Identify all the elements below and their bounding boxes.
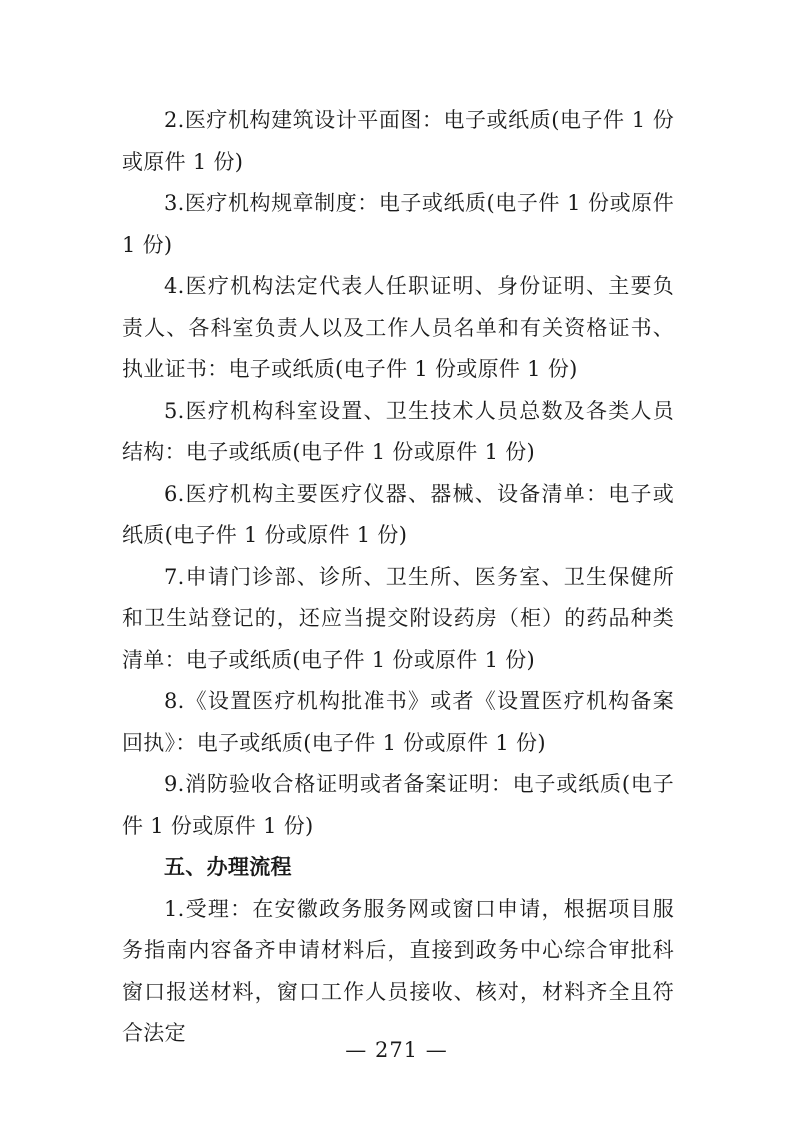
paragraph-item-6: 6.医疗机构主要医疗仪器、器械、设备清单：电子或纸质(电子件 1 份或原件 1 份)	[122, 481, 674, 547]
document-body	[122, 100, 674, 1055]
paragraph-item-3: 3.医疗机构规章制度：电子或纸质(电子件 1 份或原件 1 份)	[122, 191, 674, 257]
paragraph-item-9: 9.消防验收合格证明或者备案证明：电子或纸质(电子件 1 份或原件 1 份)	[122, 772, 674, 838]
paragraph-item-7: 7.申请门诊部、诊所、卫生所、医务室、卫生保健所和卫生站登记的，还应当提交附设药房（柜）的药品种类清单：电子或纸质(电子件 1 份或原件 1 份)	[122, 564, 674, 672]
paragraph-item-2: 2.医疗机构建筑设计平面图：电子或纸质(电子件 1 份或原件 1 份)	[122, 108, 674, 174]
page-number: — 271 —	[345, 1038, 448, 1062]
section-heading: 五、办理流程	[164, 855, 292, 879]
paragraph-step-1: 1.受理：在安徽政务服务网或窗口申请，根据项目服务指南内容备齐申请材料后，直接到政务中心综合审批科窗口报送材料，窗口工作人员接收、核对，材料齐全且符合法定	[122, 896, 674, 1045]
paragraph-item-5: 5.医疗机构科室设置、卫生技术人员总数及各类人员结构：电子或纸质(电子件 1 份或原件 1 份)	[122, 398, 674, 464]
paragraph-item-4: 4.医疗机构法定代表人任职证明、身份证明、主要负责人、各科室负责人以及工作人员名单和有关资格证书、执业证书：电子或纸质(电子件 1 份或原件 1 份)	[122, 274, 674, 381]
paragraph-item-8: 8.《设置医疗机构批准书》或者《设置医疗机构备案回执》：电子或纸质(电子件 1 份或原件 1 份)	[122, 689, 674, 755]
